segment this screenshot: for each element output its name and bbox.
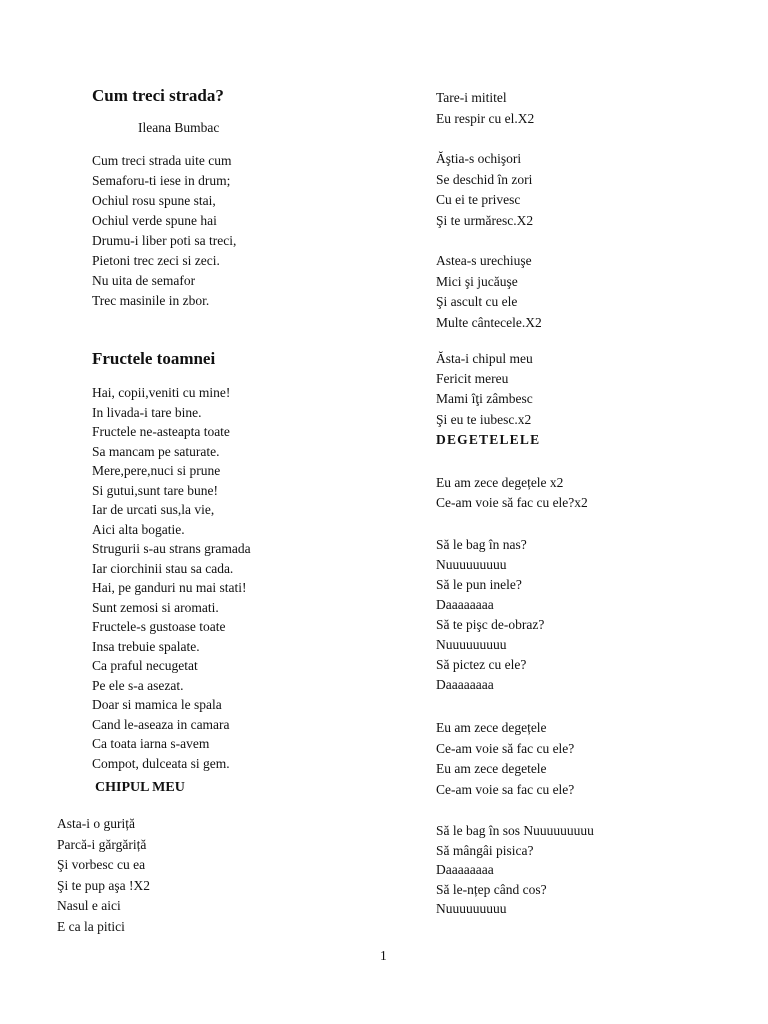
poem-stanza [436, 718, 574, 800]
poem-line: In livada-i tare bine. [92, 404, 202, 420]
poem-line: Eu am zece degețele [436, 720, 547, 735]
poem-line: Daaaaaaaa [436, 677, 494, 692]
poem-line: Fructele ne-asteapta toate [92, 424, 230, 439]
poem-line: Trec masinile in zbor. [92, 293, 210, 308]
poem-line: Şi eu te iubesc.x2 [436, 411, 532, 427]
poem-stanza [436, 535, 544, 695]
poem-line: Asta-i o guriță [57, 816, 135, 831]
poem-line: Mami îţi zâmbesc [436, 391, 533, 407]
poem-line: Multe cântecele.X2 [436, 314, 542, 330]
poem-line: Iar de urcati sus,la vie, [92, 502, 215, 517]
poem-line: Eu respir cu el.X2 [436, 110, 535, 126]
poem-line: Eu am zece degețele x2 [436, 475, 564, 490]
poem-line: Compot, dulceata si gem. [92, 755, 230, 771]
poem-line: Hai, copii,veniti cu mine! [92, 385, 231, 400]
poem-stanza [436, 473, 588, 513]
poem-line: Şi te pup aşa !X2 [57, 877, 150, 893]
poem-line: Astea-s urechiuşe [436, 253, 532, 268]
poem-line: Ăştia-s ochişori [436, 151, 522, 166]
poem-stanza [92, 383, 251, 773]
poem-title: Cum treci strada? [92, 86, 224, 105]
poem-line: Ca toata iarna s-avem [92, 736, 210, 751]
poem-line: Să mângâi pisica? [436, 842, 534, 858]
poem-line: Ochiul rosu spune stai, [92, 193, 216, 208]
poem-stanza [436, 349, 533, 430]
poem-title: CHIPUL MEU [95, 780, 185, 795]
poem-stanza [92, 151, 236, 311]
poem-line: Strugurii s-au strans gramada [92, 541, 251, 556]
poem-stanza [57, 814, 150, 937]
poem-line: Drumu-i liber poti sa treci, [92, 233, 237, 248]
poem-stanza [436, 149, 533, 231]
poem-line: Parcă-i gărgăriță [57, 836, 147, 852]
poem-line: Nasul e aici [57, 898, 121, 913]
poem-stanza [436, 88, 534, 129]
poem-line: Sunt zemosi si aromati. [92, 599, 219, 615]
poem-line: Şi vorbesc cu ea [57, 857, 146, 872]
poem-line: Ochiul verde spune hai [92, 213, 217, 228]
poem-line: Cum treci strada uite cum [92, 153, 232, 168]
poem-line: Pe ele s-a asezat. [92, 677, 184, 693]
poem-author: Ileana Bumbac [138, 120, 220, 135]
poem-line: E ca la pitici [57, 918, 125, 934]
poem-stanza [436, 251, 542, 333]
poem-line: Nuuuuuuuuu [436, 901, 507, 916]
poem-line: Nu uita de semafor [92, 273, 196, 288]
poem-line: Iar ciorchinii stau sa cada. [92, 560, 234, 576]
poem-line: Nuuuuuuuuu [436, 637, 507, 652]
poem-line: Ăsta-i chipul meu [436, 351, 533, 366]
poem-line: Fericit mereu [436, 371, 509, 387]
poem-line: Să pictez cu ele? [436, 657, 527, 672]
poem-line: Insa trebuie spalate. [92, 638, 200, 654]
poem-line: Sa mancam pe saturate. [92, 443, 220, 459]
poem-line: Nuuuuuuuuu [436, 557, 507, 572]
poem-line: Aici alta bogatie. [92, 521, 185, 537]
poem-line: Ce-am voie să fac cu ele? [436, 740, 575, 756]
poem-line: Semaforu-ti iese in drum; [92, 173, 231, 188]
poem-line: Mere,pere,nuci si prune [92, 463, 221, 478]
poem-line: Ca praful necugetat [92, 658, 198, 673]
poem-line: Să le pun inele? [436, 577, 522, 592]
poem-line: Cand le-aseaza in camara [92, 716, 230, 732]
poem-line: Eu am zece degetele [436, 761, 547, 776]
poem-line: Să le bag în sos Nuuuuuuuuu [436, 823, 594, 838]
poem-line: Ce-am voie să fac cu ele?x2 [436, 495, 588, 510]
poem-line: Si gutui,sunt tare bune! [92, 482, 218, 498]
poem-line: Mici şi jucăuşe [436, 273, 518, 289]
poem-line: Pietoni trec zeci si zeci. [92, 253, 220, 268]
poem-line: Cu ei te privesc [436, 192, 521, 207]
poem-title: DEGETELELE [436, 432, 541, 447]
poem-line: Fructele-s gustoase toate [92, 619, 226, 634]
poem-line: Daaaaaaaa [436, 597, 494, 612]
poem-line: Şi ascult cu ele [436, 294, 518, 309]
poem-line: Şi te urmăresc.X2 [436, 212, 534, 228]
page-number: 1 [380, 948, 387, 963]
poem-title: Fructele toamnei [92, 349, 216, 368]
poem-line: Să te pişc de-obraz? [436, 617, 545, 632]
poem-line: Să le bag în nas? [436, 537, 527, 552]
poem-line: Tare-i mititel [436, 90, 507, 105]
poem-line: Se deschid în zori [436, 171, 533, 187]
poem-line: Ce-am voie sa fac cu ele? [436, 781, 575, 797]
poem-line: Doar si mamica le spala [92, 697, 222, 712]
poem-line: Să le-nțep când cos? [436, 881, 547, 897]
poem-line: Hai, pe ganduri nu mai stati! [92, 580, 247, 595]
poem-stanza [436, 821, 594, 919]
poem-line: Daaaaaaaa [436, 862, 494, 877]
